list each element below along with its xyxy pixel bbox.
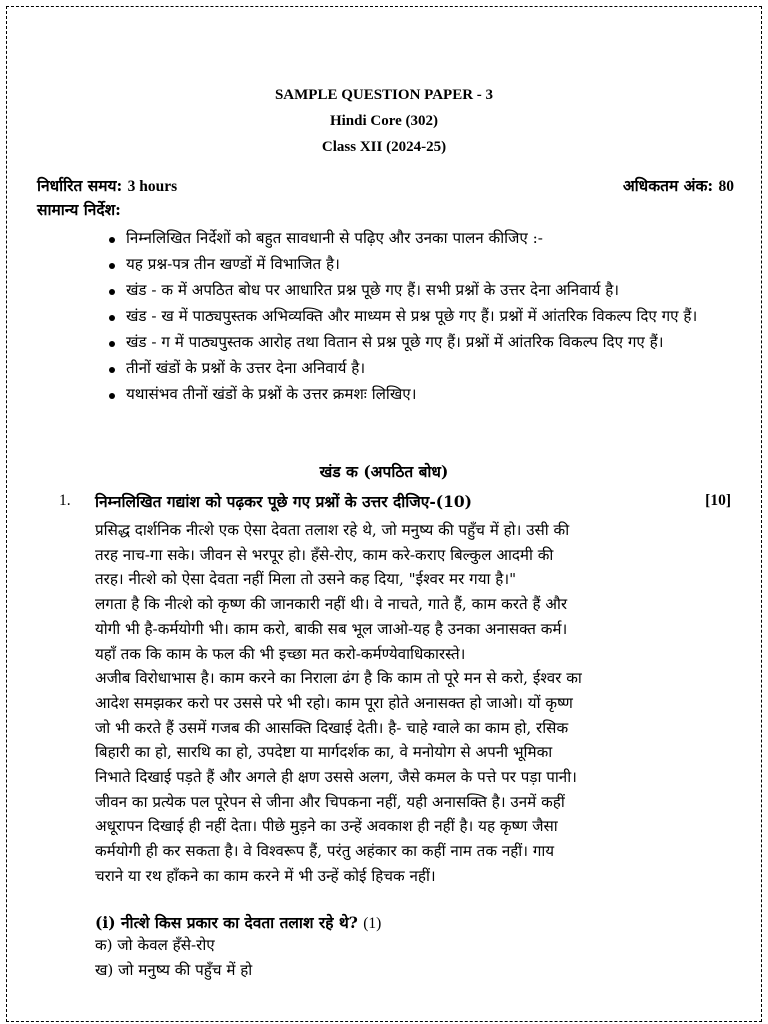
subject-title: Hindi Core (302) bbox=[329, 113, 439, 129]
paper-title: SAMPLE QUESTION PAPER - 3 bbox=[274, 87, 494, 103]
sub-question bbox=[95, 911, 381, 933]
passage-line: जो भी करते हैं उसमें गजब की आसक्ति दिखाई देती। है- चाहे ग्वाले का काम हो, रसिक bbox=[95, 718, 569, 737]
section-title: खंड क (अपठित बोध) bbox=[319, 462, 449, 481]
class-title: Class XII (2024-25) bbox=[321, 139, 447, 155]
sub-question-text: (i) नीत्शे किस प्रकार का देवता तलाश रहे थे? bbox=[95, 913, 358, 932]
instruction-item: खंड - क में अपठित बोध पर आधारित प्रश्न पूछे गए हैं। सभी प्रश्नों के उत्तर देना अनिवार्य है। bbox=[109, 279, 739, 302]
passage-line: कर्मयोगी ही कर सकता है। वे विश्वरूप हैं, परंतु अहंकार का कहीं नाम तक नहीं। गाय bbox=[95, 842, 555, 861]
passage-line: तरह नाच-गा सके। जीवन से भरपूर हो। हँसे-रोए, काम करे-कराए बिल्कुल आदमी की bbox=[95, 545, 554, 564]
marks-label: अधिकतम अंक: bbox=[622, 176, 714, 195]
passage-line: चराने या रथ हाँकने का काम करने में भी उन्हें कोई हिचक नहीं। bbox=[95, 866, 436, 885]
answer-option: ख) जो मनुष्य की पहुँच में हो bbox=[95, 961, 253, 979]
passage-line: लगता है कि नीत्शे को कृष्ण की जानकारी नहीं थी। वे नाचते, गाते हैं, काम करते हैं और bbox=[95, 595, 568, 614]
marks-value: 80 bbox=[718, 178, 734, 195]
instruction-item: यह प्रश्न-पत्र तीन खण्डों में विभाजित है। bbox=[109, 253, 739, 276]
instruction-item: खंड - ग में पाठ्यपुस्तक आरोह तथा वितान से प्रश्न पूछे गए हैं। प्रश्नों में आंतरिक विकल्प दिए गए हैं। bbox=[109, 331, 739, 354]
passage-line: निभाते दिखाई पड़ते हैं और अगले ही क्षण उससे अलग, जैसे कमल के पत्ते पर पड़ा पानी। bbox=[95, 768, 577, 787]
instruction-item: यथासंभव तीनों खंडों के प्रश्नों के उत्तर क्रमशः लिखिए। bbox=[109, 383, 739, 406]
time-allowed bbox=[37, 174, 177, 196]
instruction-item: निम्नलिखित निर्देशों को बहुत सावधानी से पढ़िए और उनका पालन कीजिए :- bbox=[109, 227, 739, 250]
passage-line: प्रसिद्ध दार्शनिक नीत्शे एक ऐसा देवता तलाश रहे थे, जो मनुष्य की पहुँच में हो। उसी की bbox=[95, 521, 570, 539]
time-value: 3 hours bbox=[127, 178, 178, 195]
answer-option: क) जो केवल हँसे-रोए bbox=[95, 936, 215, 954]
passage-line: योगी भी है-कर्मयोगी भी। काम करो, बाकी सब भूल जाओ-यह है उनका अनासक्त कर्म। bbox=[95, 619, 568, 638]
instruction-item: खंड - ख में पाठ्यपुस्तक अभिव्यक्ति और माध्यम से प्रश्न पूछे गए हैं। प्रश्नों में आंतरिक विकल्प दिए गए हैं। bbox=[109, 305, 739, 328]
passage-line: तरह। नीत्शे को ऐसा देवता नहीं मिला तो उसने कह दिया, "ईश्वर मर गया है।" bbox=[95, 570, 517, 589]
passage-line: आदेश समझकर करो पर उससे परे भी रहो। काम पूरा होते अनासक्त हो जाओ। यों कृष्ण bbox=[95, 693, 573, 712]
passage-line: अजीब विरोधाभास है। काम करने का निराला ढंग है कि काम तो पूरे मन से करो, ईश्वर का bbox=[95, 669, 582, 688]
question-title: निम्नलिखित गद्यांश को पढ़कर पूछे गए प्रश्नों के उत्तर दीजिए-(10) bbox=[95, 492, 473, 511]
max-marks bbox=[623, 174, 734, 196]
sub-question-marks: (1) bbox=[363, 915, 382, 932]
instructions-list bbox=[109, 227, 739, 409]
passage bbox=[95, 518, 745, 889]
passage-line: जीवन का प्रत्येक पल पूरेपन से जीना और चिपकना नहीं, यही अनासक्ति है। उनमें कहीं bbox=[95, 792, 565, 811]
instructions-heading: सामान्य निर्देश: bbox=[37, 200, 121, 219]
question-marks: [10] bbox=[705, 492, 731, 509]
time-label: निर्धारित समय: bbox=[37, 176, 123, 195]
passage-line: अधूरापन दिखाई ही नहीं देता। पीछे मुड़ने का उन्हें अवकाश ही नहीं है। यह कृष्ण जैसा bbox=[95, 817, 558, 836]
passage-line: बिहारी का हो, सारथि का हो, उपदेष्टा या मार्गदर्शक का, वे मनोयोग से अपनी भूमिका bbox=[95, 743, 553, 762]
instruction-item: तीनों खंडों के प्रश्नों के उत्तर देना अनिवार्य है। bbox=[109, 357, 739, 380]
question-number: 1. bbox=[59, 492, 71, 509]
time-marks-row bbox=[37, 174, 734, 196]
passage-line: यहाँ तक कि काम के फल की भी इच्छा मत करो-कर्मण्येवाधिकारस्ते। bbox=[95, 644, 466, 663]
